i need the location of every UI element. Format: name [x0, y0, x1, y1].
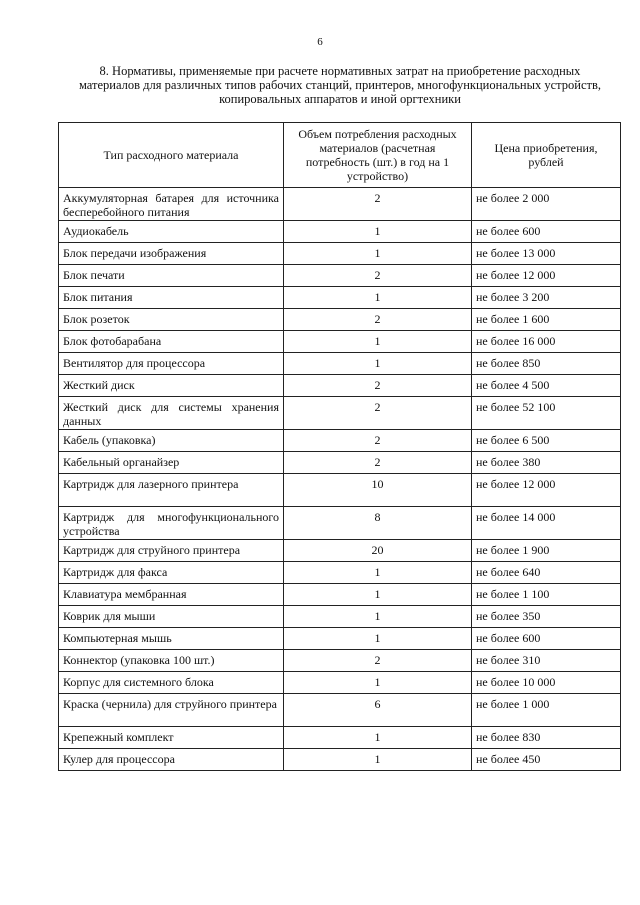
section-title-line: копировальных аппаратов и иной оргтехники: [219, 92, 461, 106]
material-price: не более 12 000: [472, 474, 621, 507]
material-price: не более 350: [472, 606, 621, 628]
page-number: 6: [317, 36, 323, 48]
material-quantity: 2: [284, 188, 472, 221]
material-quantity: 1: [284, 331, 472, 353]
table-row: [59, 606, 621, 628]
header-material-type: Тип расходного материала: [59, 123, 284, 188]
material-price: не более 10 000: [472, 672, 621, 694]
section-title: [60, 64, 620, 106]
material-name: Корпус для системного блока: [59, 672, 284, 694]
material-quantity: 2: [284, 650, 472, 672]
table-row: [59, 540, 621, 562]
material-price: не более 52 100: [472, 397, 621, 430]
material-price: не более 640: [472, 562, 621, 584]
material-name: Аккумуляторная батарея для источника бесперебойного питания: [59, 188, 284, 221]
material-quantity: 1: [284, 221, 472, 243]
material-price: не более 4 500: [472, 375, 621, 397]
material-name: Картридж для многофункционального устройства: [59, 507, 284, 540]
material-price: не более 3 200: [472, 287, 621, 309]
material-quantity: 1: [284, 287, 472, 309]
material-quantity: 6: [284, 694, 472, 727]
material-name: Кулер для процессора: [59, 749, 284, 771]
table-row: [59, 331, 621, 353]
material-price: не более 450: [472, 749, 621, 771]
material-price: не более 1 600: [472, 309, 621, 331]
material-price: не более 830: [472, 727, 621, 749]
material-price: не более 310: [472, 650, 621, 672]
material-quantity: 1: [284, 353, 472, 375]
material-name: Коврик для мыши: [59, 606, 284, 628]
material-price: не более 850: [472, 353, 621, 375]
table-row: [59, 375, 621, 397]
material-price: не более 1 900: [472, 540, 621, 562]
table-row: [59, 650, 621, 672]
table-row: [59, 353, 621, 375]
material-name: Блок розеток: [59, 309, 284, 331]
material-quantity: 2: [284, 265, 472, 287]
section-title-line: 8. Нормативы, применяемые при расчете нормативных затрат на приобретение расходных: [99, 64, 581, 78]
material-quantity: 1: [284, 749, 472, 771]
material-price: не более 13 000: [472, 243, 621, 265]
material-name: Коннектор (упаковка 100 шт.): [59, 650, 284, 672]
norms-table: [58, 122, 621, 771]
material-quantity: 2: [284, 375, 472, 397]
table-row: [59, 749, 621, 771]
material-quantity: 10: [284, 474, 472, 507]
material-quantity: 2: [284, 452, 472, 474]
table-row: [59, 628, 621, 650]
material-name: Аудиокабель: [59, 221, 284, 243]
table-row: [59, 474, 621, 507]
table-row: [59, 243, 621, 265]
material-name: Картридж для факса: [59, 562, 284, 584]
material-price: не более 1 100: [472, 584, 621, 606]
material-name: Кабельный органайзер: [59, 452, 284, 474]
material-price: не более 6 500: [472, 430, 621, 452]
header-consumption-volume: Объем потребления расходных материалов (расчетная потребность (шт.) в год на 1 устройство): [284, 123, 472, 188]
table-row: [59, 727, 621, 749]
material-name: Блок печати: [59, 265, 284, 287]
table-row: [59, 397, 621, 430]
table-row: [59, 188, 621, 221]
table-row: [59, 672, 621, 694]
material-name: Блок питания: [59, 287, 284, 309]
material-quantity: 1: [284, 562, 472, 584]
material-quantity: 1: [284, 628, 472, 650]
material-name: Жесткий диск: [59, 375, 284, 397]
material-quantity: 1: [284, 243, 472, 265]
section-title-line: материалов для различных типов рабочих станций, принтеров, многофункциональных устройств,: [78, 78, 602, 92]
material-name: Вентилятор для процессора: [59, 353, 284, 375]
material-quantity: 2: [284, 430, 472, 452]
material-quantity: 1: [284, 672, 472, 694]
table-header-row: [59, 123, 621, 188]
table-row: [59, 584, 621, 606]
material-quantity: 8: [284, 507, 472, 540]
material-price: не более 12 000: [472, 265, 621, 287]
table-row: [59, 287, 621, 309]
table-row: [59, 221, 621, 243]
table-row: [59, 694, 621, 727]
table-row: [59, 507, 621, 540]
table-row: [59, 452, 621, 474]
material-price: не более 600: [472, 221, 621, 243]
header-purchase-price: Цена приобретения, рублей: [472, 123, 621, 188]
material-name: Крепежный комплект: [59, 727, 284, 749]
material-quantity: 1: [284, 727, 472, 749]
table-row: [59, 562, 621, 584]
material-quantity: 20: [284, 540, 472, 562]
material-quantity: 2: [284, 309, 472, 331]
material-name: Краска (чернила) для струйного принтера: [59, 694, 284, 727]
material-price: не более 380: [472, 452, 621, 474]
material-name: Жесткий диск для системы хранения данных: [59, 397, 284, 430]
material-quantity: 1: [284, 606, 472, 628]
table-row: [59, 309, 621, 331]
table-row: [59, 265, 621, 287]
material-name: Картридж для струйного принтера: [59, 540, 284, 562]
material-name: Компьютерная мышь: [59, 628, 284, 650]
material-quantity: 1: [284, 584, 472, 606]
material-price: не более 600: [472, 628, 621, 650]
material-name: Кабель (упаковка): [59, 430, 284, 452]
material-price: не более 1 000: [472, 694, 621, 727]
material-name: Блок передачи изображения: [59, 243, 284, 265]
material-name: Блок фотобарабана: [59, 331, 284, 353]
material-price: не более 2 000: [472, 188, 621, 221]
material-price: не более 14 000: [472, 507, 621, 540]
material-quantity: 2: [284, 397, 472, 430]
material-name: Клавиатура мембранная: [59, 584, 284, 606]
material-price: не более 16 000: [472, 331, 621, 353]
material-name: Картридж для лазерного принтера: [59, 474, 284, 507]
table-row: [59, 430, 621, 452]
